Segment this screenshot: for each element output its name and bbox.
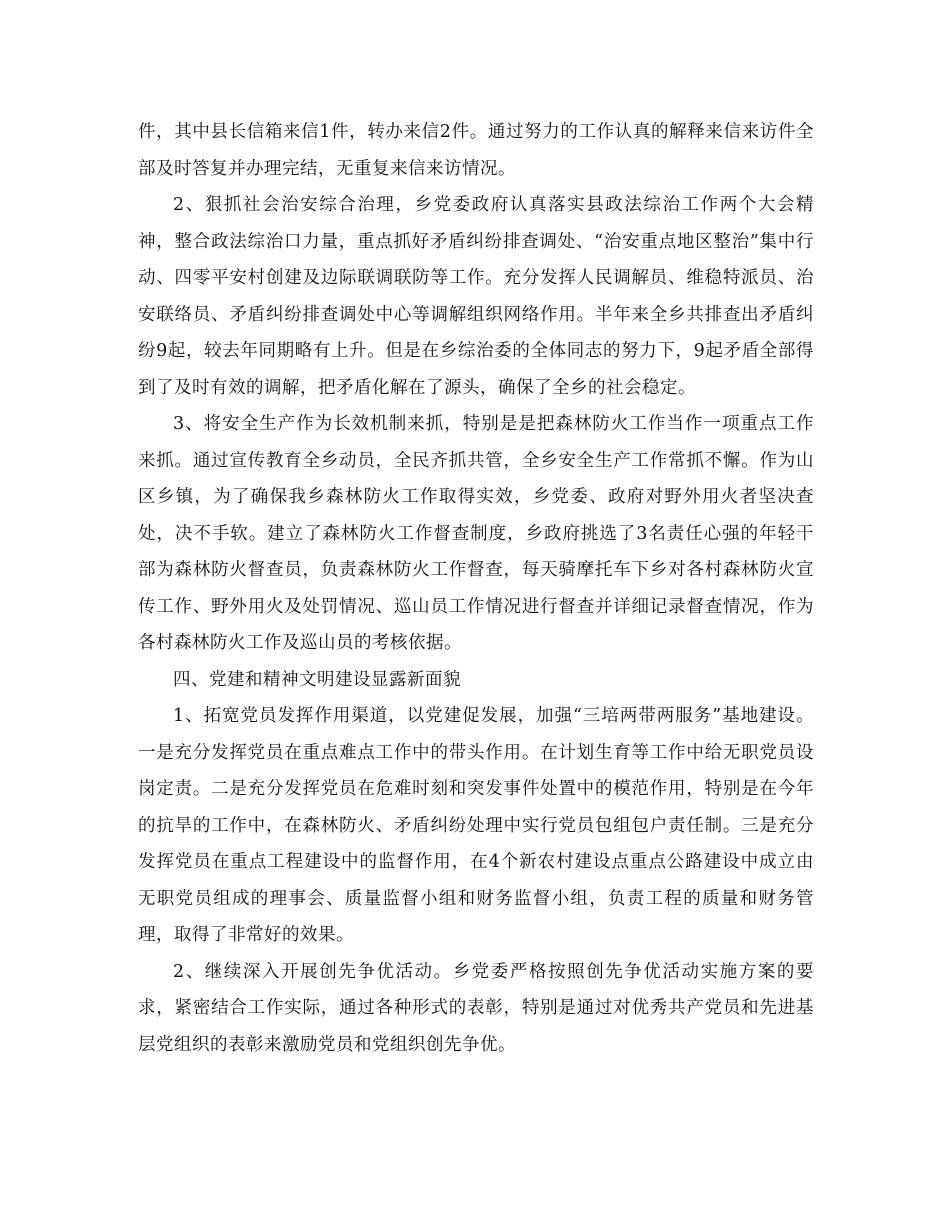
paragraph-public-security: 2、狠抓社会治安综合治理，乡党委政府认真落实县政法综治工作两个大会精神，整合政法综治口力量，重点抓好矛盾纠纷排查调处、“治安重点地区整治”集中行动、四零平安村创建及边际联调联防等工作。充分发挥人民调解员、维稳特派员、治安联络员、矛盾纠纷排查调处中心等调解组织网络作用。半年来全乡共排查出矛盾纠纷9起，较去年同期略有上升。但是在乡综治委的全体同志的努力下，9起矛盾全部得到了及时有效的调解，把矛盾化解在了源头，确保了全乡的社会稳定。 [138,195,814,398]
paragraph-party-members-role: 1、拓宽党员发挥作用渠道，以党建促发展，加强“三培两带两服务”基地建设。一是充分发挥党员在重点难点工作中的带头作用。在计划生育等工作中给无职党员设岗定责。二是充分发挥党员在危难时刻和突发事件处置中的模范作用，特别是在今年的抗旱的工作中，在森林防火、矛盾纠纷处理中实行党员包组包户责任制。三是充分发挥党员在重点工程建设中的监督作用，在4个新农村建设点重点公路建设中成立由无职党员组成的理事会、质量监督小组和财务监督小组，负责工程的质量和财务管理，取得了非常好的效果。 [138,706,814,945]
document-body [138,114,814,1063]
paragraph-continuation: 件，其中县长信箱来信1件，转办来信2件。通过努力的工作认真的解释来信来访件全部及时答复并办理完结，无重复来信来访情况。 [138,122,814,179]
paragraph-safety-production: 3、将安全生产作为长效机制来抓，特别是是把森林防火工作当作一项重点工作来抓。通过宣传教育全乡动员，全民齐抓共管，全乡安全生产工作常抓不懈。作为山区乡镇，为了确保我乡森林防火工作取得实效，乡党委、政府对野外用火者坚决查处，决不手软。建立了森林防火工作督查制度，乡政府挑选了3名责任心强的年轻干部为森林防火督查员，负责森林防火工作督查，每天骑摩托车下乡对各村森林防火宣传工作、野外用火及处罚情况、巡山员工作情况进行督查并详细记录督查情况，作为各村森林防火工作及巡山员的考核依据。 [138,414,814,653]
section-heading-party-building: 四、党建和精神文明建设显露新面貌 [173,669,461,690]
paragraph-excellence-activity: 2、继续深入开展创先争优活动。乡党委严格按照创先争优活动实施方案的要求，紧密结合工作实际，通过各种形式的表彰，特别是通过对优秀共产党员和先进基层党组织的表彰来激励党员和党组织创先争优。 [138,961,814,1055]
